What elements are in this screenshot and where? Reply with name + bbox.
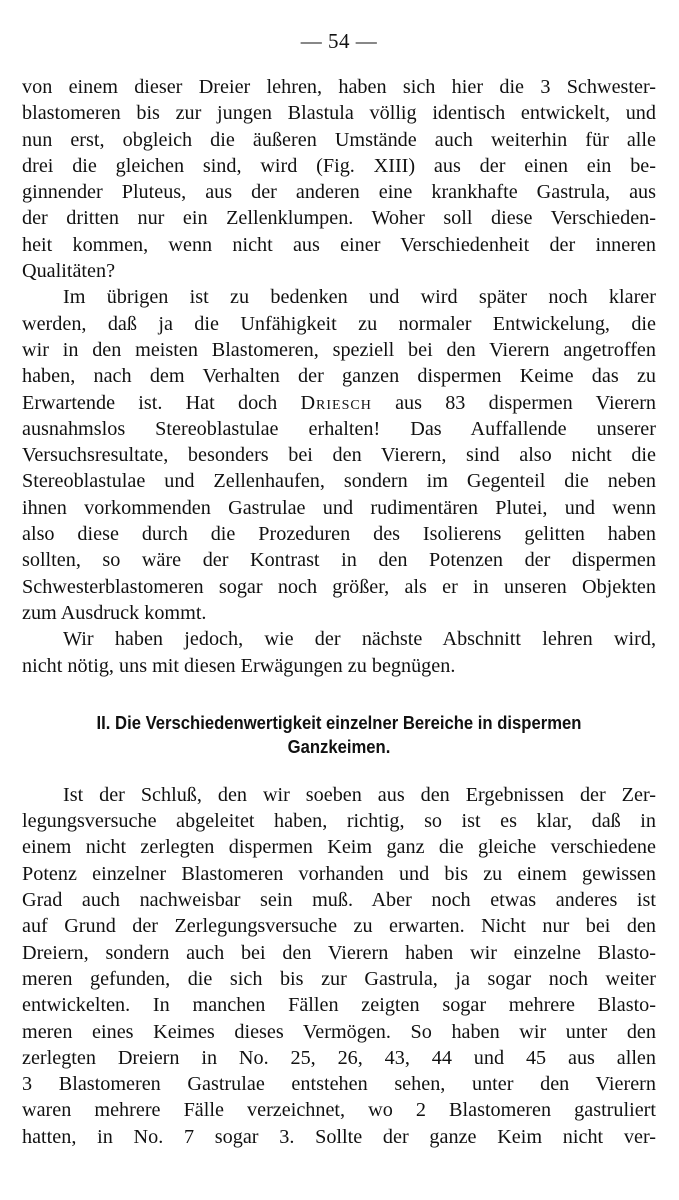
section-heading-line: II. Die Verschiedenwertigkeit einzelner Bereiche in dispermen <box>96 711 582 733</box>
text-line: Ist der Schluß, den wir soeben aus den Ergebnissen der Zer- <box>63 783 656 806</box>
text-line: nicht nötig, uns mit diesen Erwägungen zu begnügen. <box>22 654 456 677</box>
document-page <box>22 28 656 1150</box>
text-line: meren eines Keimes dieses Vermögen. So haben wir unter den <box>22 1020 656 1043</box>
text-segment: Erwartende ist. Hat doch <box>22 391 278 414</box>
paragraph-1 <box>22 74 656 284</box>
text-line: blastomeren bis zur jungen Blastula völlig identisch entwickelt, und <box>22 102 656 125</box>
paragraph-4 <box>22 782 656 1150</box>
text-line: entwickelten. In manchen Fällen zeigten sogar mehrere Blasto- <box>22 994 656 1017</box>
text-line: heit kommen, wenn nicht aus einer Verschiedenheit der inneren <box>22 233 656 256</box>
text-line: also diese durch die Prozeduren des Isolierens gelitten haben <box>22 523 656 546</box>
text-line: Wir haben jedoch, wie der nächste Abschnitt lehren wird, <box>63 628 656 651</box>
text-line: Qualitäten? <box>22 260 116 283</box>
text-line: auf Grund der Zerlegungsversuche zu erwarten. Nicht nur bei den <box>22 915 656 938</box>
text-line: nun erst, obgleich die äußeren Umstände auch weiterhin für alle <box>22 128 656 151</box>
text-line: 3 Blastomeren Gastrulae entstehen sehen, unter den Vierern <box>22 1073 656 1096</box>
author-name: Driesch <box>300 391 372 414</box>
text-line: Grad auch nachweisbar sein muß. Aber noch etwas anderes ist <box>22 889 656 912</box>
text-line: von einem dieser Dreier lehren, haben sich hier die 3 Schwester- <box>22 76 656 98</box>
page-number: — 54 — <box>300 29 378 53</box>
text-line: meren gefunden, die sich bis zur Gastrula, ja sogar noch weiter <box>22 967 656 990</box>
text-line: ginnender Pluteus, aus der anderen eine krankhafte Gastrula, aus <box>22 181 656 204</box>
text-line: drei die gleichen sind, wird (Fig. XIII) aus der einen ein be- <box>22 154 656 177</box>
text-line: einem nicht zerlegten dispermen Keim ganz die gleiche verschiedene <box>22 836 656 859</box>
text-line: waren mehrere Fälle verzeichnet, wo 2 Blastomeren gastruliert <box>22 1099 656 1122</box>
text-line: sollten, so wäre der Kontrast in den Potenzen der dispermen <box>22 549 656 572</box>
paragraph-2 <box>22 284 656 626</box>
section-heading <box>54 711 625 759</box>
paragraph-3 <box>22 626 656 679</box>
text-line: Stereoblastulae und Zellenhaufen, sondern im Gegenteil die neben <box>22 470 656 493</box>
text-line: Im übrigen ist zu bedenken und wird später noch klarer <box>63 286 656 309</box>
text-line: legungsversuche abgeleitet haben, richtig, so ist es klar, daß in <box>22 810 656 833</box>
text-line: werden, daß ja die Unfähigkeit zu normaler Entwickelung, die <box>22 312 656 335</box>
text-line-with-author <box>22 390 656 416</box>
text-line: Versuchsresultate, besonders bei den Vierern, sind also nicht die <box>22 444 656 467</box>
text-line: Dreiern, sondern auch bei den Vierern haben wir einzelne Blasto- <box>22 941 656 964</box>
text-line: Schwesterblastomeren sogar noch größer, als er in unseren Objekten <box>22 575 656 598</box>
text-segment: aus 83 dispermen Vierern <box>395 391 656 414</box>
text-line: ausnahmslos Stereoblastulae erhalten! Das Auffallende unserer <box>22 417 656 440</box>
text-line: der dritten nur ein Zellenklumpen. Woher soll diese Verschieden- <box>22 207 656 230</box>
section-heading-line: Ganzkeimen. <box>287 735 391 757</box>
text-line: wir in den meisten Blastomeren, speziell bei den Vierern angetroffen <box>22 338 656 361</box>
text-line: haben, nach dem Verhalten der ganzen dispermen Keime das zu <box>22 365 656 388</box>
text-line: Potenz einzelner Blastomeren vorhanden und bis zu einem gewissen <box>22 862 656 885</box>
text-line: zerlegten Dreiern in No. 25, 26, 43, 44 und 45 aus allen <box>22 1046 656 1069</box>
text-line: zum Ausdruck kommt. <box>22 601 207 624</box>
text-line: ihnen vorkommenden Gastrulae und rudimentären Plutei, und wenn <box>22 496 656 519</box>
text-line: hatten, in No. 7 sogar 3. Sollte der ganze Keim nicht ver- <box>22 1125 656 1148</box>
